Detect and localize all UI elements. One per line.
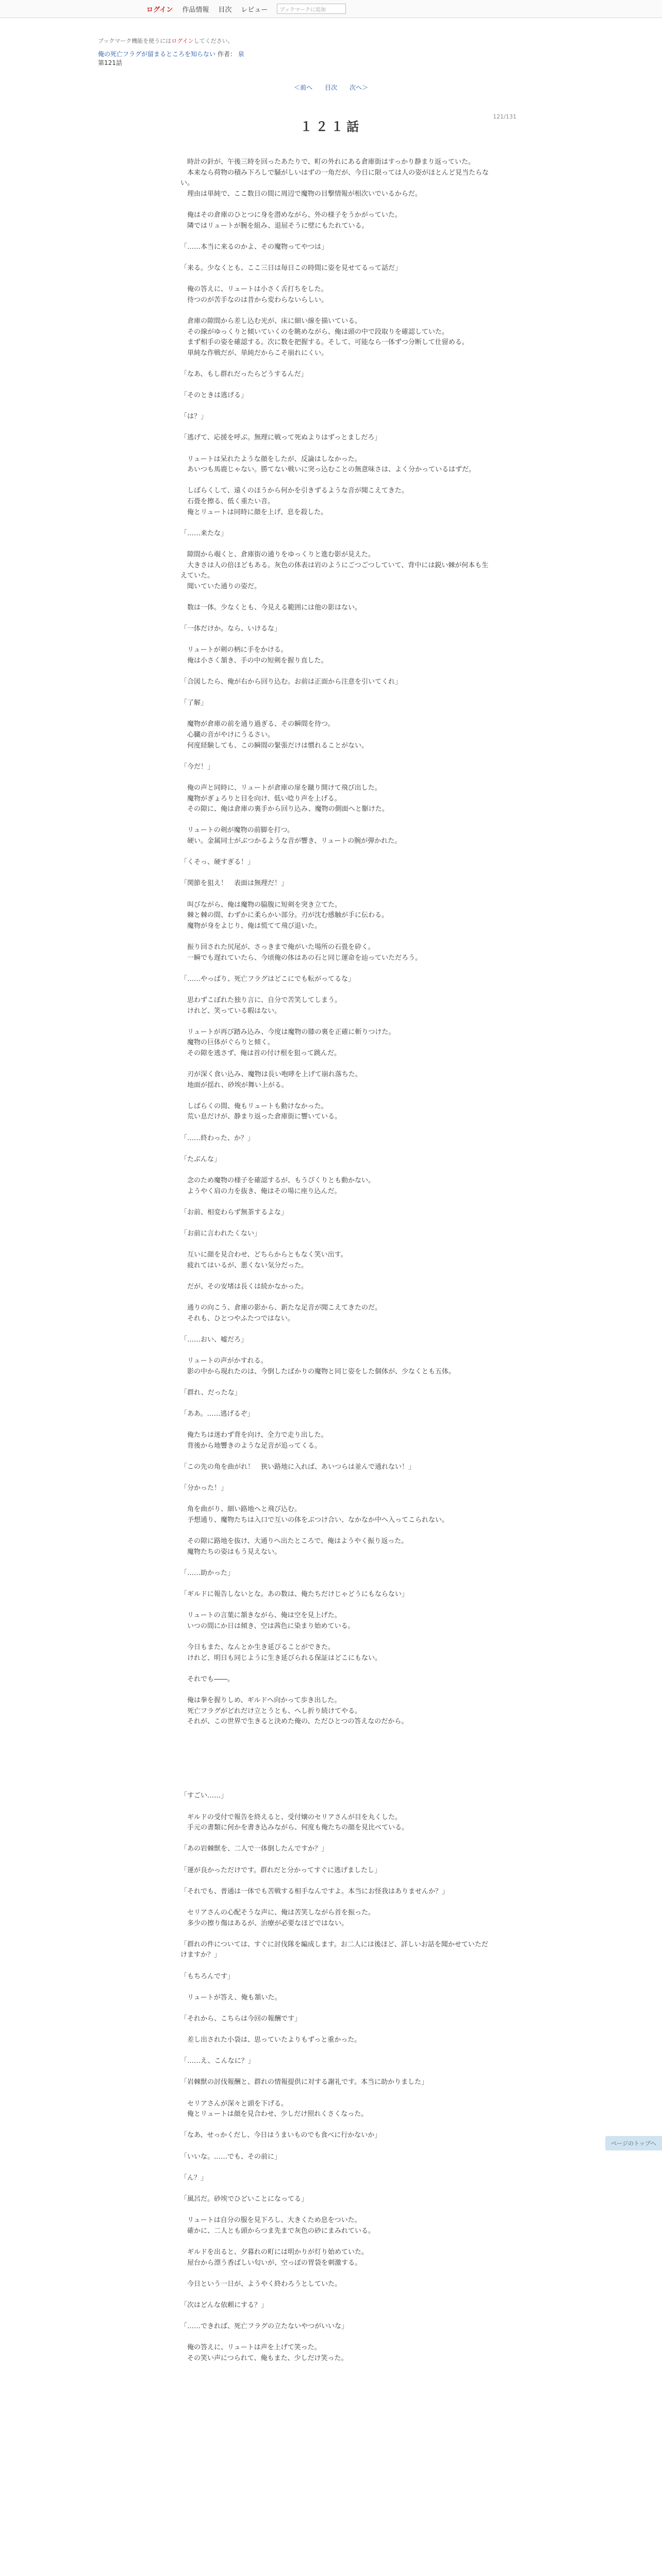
novel-paragraph	[180, 772, 494, 783]
novel-paragraph	[180, 1749, 494, 1759]
novel-paragraph	[180, 1855, 494, 1866]
novel-paragraph	[180, 274, 494, 285]
novel-paragraph: 石畳を擦る、低く重たい音。	[180, 498, 275, 505]
novel-paragraph: 屋台から漂う香ばしい匂いが、空っぽの胃袋を刺激する。	[180, 2259, 362, 2267]
novel-paragraph	[180, 2183, 494, 2194]
novel-paragraph: 荒い息だけが、静まり返った倉庫街に響いている。	[180, 1113, 342, 1121]
novel-paragraph	[180, 1632, 494, 1643]
novel-paragraph	[180, 2162, 494, 2173]
novel-paragraph: 「来る。少なくとも、ここ三日は毎日この時間に姿を見せてるって話だ」	[180, 264, 402, 272]
novel-paragraph: 角を曲がり、細い路地へと飛び込む。	[180, 1505, 302, 1514]
novel-paragraph: 互いに顔を見合わせ、どちらからともなく笑い出す。	[180, 1251, 347, 1259]
next-chapter-link[interactable]: 次へ＞	[349, 84, 368, 91]
notice-suffix: してください。	[193, 38, 234, 44]
novel-paragraph: 「……おい、嘘だろ」	[180, 1335, 248, 1344]
novel-paragraph: 「……来たな」	[180, 529, 228, 537]
novel-paragraph: 「たぶんな」	[180, 1155, 221, 1163]
novel-paragraph	[180, 2046, 494, 2057]
novel-paragraph: その線がゆっくりと傾いていくのを眺めながら、俺は頭の中で段取りを確認していた。	[180, 328, 449, 336]
novel-paragraph	[180, 1144, 494, 1155]
novel-paragraph: 背後から地響きのような足音が追ってくる。	[180, 1442, 322, 1450]
novel-paragraph: 「……本当に来るのかよ、その魔物ってやつは」	[180, 243, 328, 251]
novel-paragraph	[180, 1526, 494, 1537]
bookmark-add-box[interactable]: ブックマークに追加	[277, 4, 346, 14]
nav-item-review[interactable]: レビュー	[241, 6, 268, 14]
novel-paragraph: 疲れてはいるが、悪くない気分だった。	[180, 1261, 308, 1269]
novel-paragraph	[180, 688, 494, 699]
novel-paragraph: 影の中から現れたのは、今倒したばかりの魔物と同じ姿をした個体が、少なくとも五体。	[180, 1367, 456, 1376]
novel-paragraph	[180, 518, 494, 529]
novel-paragraph: 「この先の角を曲がれ！ 狭い路地に入れば、あいつらは並んで通れない！」	[180, 1463, 416, 1471]
novel-paragraph: 「群れの件については、すぐに討伐隊を編成します。お二人には後ほど、詳しいお話を聞かせていただけますか？」	[180, 1940, 488, 1959]
nav-item-info[interactable]: 作品情報	[182, 6, 209, 14]
novel-paragraph: 魔物がぎょろりと目を向け、低い唸り声を上げる。	[180, 794, 341, 803]
novel-paragraph: 棘と棘の間、わずかに柔らかい部分。刃が沈む感触が手に伝わる。	[180, 911, 389, 920]
novel-paragraph	[180, 889, 494, 900]
novel-paragraph: 倉庫の隙間から差し込む光が、床に細い線を描いている。	[180, 317, 362, 325]
novel-paragraph	[180, 539, 494, 550]
novel-paragraph: 俺はその倉庫のひとつに身を潜めながら、外の様子をうかがっていた。	[180, 211, 402, 219]
novel-paragraph: けれど、笑っている暇はない。	[180, 1007, 282, 1015]
novel-paragraph: 隣ではリュートが腕を組み、退屈そうに壁にもたれている。	[180, 222, 369, 230]
novel-paragraph: ギルドを出ると、夕暮れの町には明かりが灯り始めていた。	[180, 2248, 368, 2256]
series-info	[98, 50, 662, 67]
novel-paragraph: リュートの剣が魔物の前脚を打つ。	[180, 826, 294, 835]
chapter-pager	[0, 83, 662, 92]
novel-body	[180, 157, 494, 2364]
novel-paragraph	[180, 2003, 494, 2014]
novel-paragraph	[180, 2088, 494, 2099]
novel-paragraph	[180, 709, 494, 720]
novel-paragraph	[180, 751, 494, 762]
novel-paragraph: リュートは呆れたような顔をしたが、反論はしなかった。	[180, 455, 361, 463]
novel-paragraph	[180, 1218, 494, 1229]
novel-paragraph	[180, 306, 494, 316]
notice-login-link[interactable]: ログイン	[171, 38, 194, 44]
novel-paragraph: リュートの声がかすれる。	[180, 1357, 268, 1365]
novel-paragraph: リュートの言葉に頷きながら、俺は空を見上げた。	[180, 1612, 341, 1620]
novel-paragraph: 大きさは人の倍ほどもある。灰色の体表は岩のようにごつごつしていて、背中には鋭い棘が何本も生えていた。	[180, 561, 489, 580]
novel-paragraph: 俺とリュートは同時に顔を上げ、息を殺した。	[180, 508, 328, 516]
novel-paragraph: 「分かった！」	[180, 1484, 228, 1493]
chapter-counter: 121/131	[493, 113, 517, 120]
novel-paragraph	[180, 1759, 494, 1770]
nav-item-toc[interactable]: 目次	[218, 6, 232, 14]
novel-paragraph	[180, 1123, 494, 1133]
page-top-button[interactable]: ページのトップへ	[605, 2136, 662, 2150]
novel-paragraph: 「それから、こちらは今回の報酬です」	[180, 2014, 302, 2023]
novel-paragraph	[180, 1557, 494, 1568]
novel-paragraph: 何度経験しても、この瞬間の緊張だけは慣れることがない。	[180, 741, 369, 750]
novel-paragraph: 時計の針が、午後三時を回ったあたりで、町の外れにある倉庫街はすっかり静まり返っていた。	[180, 158, 475, 166]
novel-paragraph: 「は？」	[180, 413, 208, 421]
novel-paragraph	[180, 2268, 494, 2279]
novel-paragraph	[180, 1473, 494, 1484]
novel-paragraph: 理由は単純で、ここ数日の間に周辺で魔物の目撃情報が相次いでいるからだ。	[180, 190, 422, 198]
novel-paragraph: 確かに、二人とも頭からつま先まで灰色の砂にまみれている。	[180, 2227, 375, 2235]
prev-chapter-link[interactable]: ＜前へ	[294, 84, 313, 91]
novel-paragraph	[180, 931, 494, 942]
novel-paragraph: 魔物が身をよじり、俺は慌てて飛び退いた。	[180, 922, 322, 930]
novel-paragraph	[180, 1197, 494, 1208]
novel-paragraph	[180, 815, 494, 826]
novel-paragraph	[180, 359, 494, 369]
novel-paragraph: 刃が深く食い込み、魔物は長い咆哮を上げて崩れ落ちた。	[180, 1071, 362, 1079]
novel-paragraph	[180, 2205, 494, 2216]
novel-paragraph: 差し出された小袋は、思っていたよりもずっと重かった。	[180, 2036, 361, 2044]
novel-paragraph: 「お前に言われたくない」	[180, 1229, 261, 1238]
novel-paragraph: 「了解」	[180, 699, 208, 707]
novel-paragraph	[180, 1059, 494, 1070]
novel-paragraph: 「逃げて、応援を呼ぶ。無理に戦って死ぬよりはずっとましだろ」	[180, 434, 382, 442]
novel-paragraph	[180, 1240, 494, 1250]
novel-paragraph	[180, 2141, 494, 2152]
novel-paragraph: 「ん？」	[180, 2174, 208, 2182]
novel-paragraph: 魔物たちの姿はもう見えない。	[180, 1548, 282, 1556]
toc-link[interactable]: 目次	[324, 84, 337, 91]
novel-paragraph: その隙を逃さず、俺は首の付け根を狙って跳んだ。	[180, 1049, 341, 1057]
login-link[interactable]: ログイン	[146, 6, 173, 14]
novel-paragraph	[180, 868, 494, 879]
novel-paragraph	[180, 476, 494, 486]
series-title-link[interactable]: 俺の死亡フラグが留まるところを知らない	[98, 50, 216, 58]
novel-paragraph: 思わずこぼれた独り言に、自分で苦笑してしまう。	[180, 996, 342, 1004]
novel-paragraph: セリアさんが深々と頭を下げる。	[180, 2099, 288, 2108]
novel-paragraph: 叫びながら、俺は魔物の脇腹に短剣を突き立てた。	[180, 901, 342, 909]
novel-paragraph	[180, 1961, 494, 1972]
novel-paragraph: 俺の声と同時に、リュートが倉庫の扉を蹴り開けて飛び出した。	[180, 784, 382, 792]
novel-paragraph	[180, 1685, 494, 1696]
novel-paragraph	[180, 2311, 494, 2322]
novel-paragraph	[180, 1016, 494, 1027]
novel-paragraph: 「今だ！」	[180, 762, 214, 771]
novel-paragraph	[180, 401, 494, 412]
novel-paragraph: 「岩棘獣の討伐報酬と、群れの情報提供に対する謝礼です。本当に助かりました」	[180, 2078, 428, 2087]
novel-paragraph: 俺たちは迷わず背を向け、全力で走り出した。	[180, 1431, 328, 1439]
novel-paragraph	[180, 252, 494, 263]
novel-paragraph	[180, 444, 494, 454]
novel-paragraph	[180, 1664, 494, 1674]
novel-paragraph: 「……終わった、か？」	[180, 1134, 254, 1142]
novel-paragraph	[180, 667, 494, 677]
novel-paragraph	[180, 2025, 494, 2036]
novel-paragraph: しばらくの間、俺もリュートも動けなかった。	[180, 1102, 328, 1110]
novel-paragraph: 俺とリュートは顔を見合わせ、少しだけ照れくさくなった。	[180, 2110, 368, 2119]
novel-paragraph: その隙に路地を抜け、大通りへ出たところで、俺はようやく振り返った。	[180, 1537, 408, 1546]
novel-paragraph: 「あの岩棘獣を、二人で一体倒したんですか？」	[180, 1845, 328, 1853]
novel-paragraph	[180, 1897, 494, 1908]
novel-paragraph: 「ああ。……逃げるぞ」	[180, 1410, 254, 1418]
novel-paragraph	[180, 1377, 494, 1388]
novel-paragraph: 「くそっ、硬すぎる！」	[180, 858, 255, 867]
novel-paragraph: 硬い。金属同士がぶつかるような音が響き、リュートの腕が弾かれた。	[180, 837, 402, 845]
novel-paragraph	[180, 1727, 494, 1738]
novel-paragraph: 「……やっぱり、死亡フラグはどこにでも転がってるな」	[180, 975, 355, 983]
novel-paragraph: 「運が良かっただけです。群れだと分かってすぐに逃げましたし」	[180, 1866, 381, 1874]
novel-paragraph	[180, 2120, 494, 2131]
novel-paragraph: 聞いていた通りの姿だ。	[180, 582, 261, 590]
novel-paragraph: 「……できれば、死亡フラグの立たないやつがいいな」	[180, 2323, 349, 2331]
novel-paragraph: 多少の擦り傷はあるが、治療が必要なほどではない。	[180, 1919, 349, 1927]
novel-paragraph	[180, 1324, 494, 1335]
novel-paragraph: 「合図したら、俺が右から回り込む。お前は正面から注意を引いてくれ」	[180, 678, 402, 686]
novel-paragraph: 待つのが苦手なのは昔から変わらないらしい。	[180, 296, 328, 304]
novel-paragraph	[180, 1929, 494, 1940]
novel-paragraph: 一瞬でも遅れていたら、今頃俺の体はあの石と同じ運命を辿っていただろう。	[180, 954, 422, 962]
novel-paragraph: 地面が揺れ、砂埃が舞い上がる。	[180, 1081, 288, 1089]
chapter-title: １２１話	[300, 120, 362, 134]
novel-paragraph	[180, 1494, 494, 1505]
novel-paragraph	[180, 422, 494, 433]
novel-paragraph: 念のため魔物の様子を確認するが、もうぴくりとも動かない。	[180, 1177, 375, 1184]
novel-paragraph	[180, 847, 494, 858]
novel-paragraph	[180, 1165, 494, 1176]
novel-paragraph: 魔物が倉庫の前を通り過ぎる、その瞬間を待つ。	[180, 720, 335, 728]
novel-paragraph: それでも――。	[180, 1675, 235, 1683]
novel-paragraph: あいつも馬鹿じゃない。勝てない戦いに突っ込むことの無意味さは、よく分かっているはずだ。	[180, 466, 476, 474]
novel-paragraph: 「風呂だ。砂埃でひどいことになってる」	[180, 2195, 308, 2203]
novel-paragraph	[180, 1770, 494, 1781]
novel-paragraph: 「なあ、せっかくだし、今日はうまいものでも食べに行かないか」	[180, 2131, 382, 2140]
novel-paragraph: その笑い声につられて、俺もまた、少しだけ笑った。	[180, 2354, 348, 2362]
novel-paragraph: セリアさんの心配そうな声に、俺は苦笑しながら首を振った。	[180, 1908, 375, 1917]
novel-paragraph: 「お前、相変わらず無茶するよな」	[180, 1208, 288, 1216]
novel-paragraph: 「……助かった」	[180, 1569, 235, 1577]
novel-paragraph: ギルドの受付で報告を終えると、受付嬢のセリアさんが目を丸くした。	[180, 1813, 402, 1821]
novel-paragraph	[180, 1834, 494, 1844]
novel-paragraph	[180, 635, 494, 646]
novel-paragraph	[180, 614, 494, 624]
novel-paragraph: 「群れ、だったな」	[180, 1388, 241, 1397]
author-label: 作者：	[217, 50, 236, 58]
novel-paragraph: 通りの向こう、倉庫の影から、新たな足音が聞こえてきたのだ。	[180, 1304, 382, 1312]
novel-paragraph: 隙間から覗くと、倉庫街の通りをゆっくりと進む影が見えた。	[180, 550, 375, 558]
novel-paragraph	[180, 1293, 494, 1303]
notice-prefix: ブックマーク機能を使うには	[98, 38, 172, 44]
novel-paragraph: だが、その安堵は長くは続かなかった。	[180, 1282, 308, 1291]
novel-paragraph: 今日もまた、なんとか生き延びることができた。	[180, 1643, 335, 1652]
novel-paragraph	[180, 380, 494, 391]
novel-paragraph	[180, 1802, 494, 1812]
novel-paragraph: 「すごい……」	[180, 1792, 228, 1800]
novel-paragraph: 手元の書類に何かを書き込みながら、何度も俺たちの顔を見比べている。	[180, 1824, 409, 1832]
novel-paragraph	[180, 1398, 494, 1409]
novel-paragraph: まず相手の姿を確認する。次に数を把握する。そして、可能なら一体ずつ分断して仕留める。	[180, 338, 469, 347]
novel-paragraph	[180, 1738, 494, 1749]
novel-paragraph	[180, 1579, 494, 1590]
novel-paragraph: 「……え、こんなに？」	[180, 2057, 255, 2065]
novel-paragraph: 「なあ、もし群れだったらどうするんだ」	[180, 370, 308, 378]
novel-paragraph: 俺は小さく頷き、手の中の短剣を握り直した。	[180, 656, 328, 665]
novel-paragraph: 「そのときは逃げる」	[180, 392, 248, 400]
novel-paragraph: それが、この世界で生きると決めた俺の、ただひとつの答えなのだから。	[180, 1718, 408, 1726]
novel-paragraph	[180, 1982, 494, 1993]
episode-number: 第121話	[98, 59, 122, 66]
novel-paragraph: それも、ひとつやふたつではない。	[180, 1314, 294, 1323]
novel-paragraph: 「いいな。……でも、その前に」	[180, 2153, 282, 2161]
novel-paragraph: 今日という一日が、ようやく終わろうとしていた。	[180, 2280, 342, 2288]
novel-paragraph: 魔物の巨体がぐらりと傾く。	[180, 1039, 274, 1047]
novel-paragraph	[180, 231, 494, 242]
novel-paragraph: 「次はどんな依頼にする？」	[180, 2301, 268, 2309]
novel-paragraph: リュートが剣の柄に手をかける。	[180, 646, 288, 654]
author-link[interactable]: 泉	[238, 50, 244, 58]
novel-paragraph: 「ギルドに報告しないとな。あの数は、俺たちだけじゃどうにもならない」	[180, 1590, 408, 1599]
novel-paragraph	[180, 2236, 494, 2247]
novel-paragraph: 本来なら荷物の積み下ろしで騒がしいはずの一角だが、今日に限っては人の姿がほとんど見当たらない。	[180, 168, 489, 188]
novel-paragraph: 俺の答えに、リュートは小さく舌打ちをした。	[180, 285, 328, 294]
top-navigation-bar	[0, 0, 662, 18]
novel-paragraph: 俺の答えに、リュートは声を上げて笑った。	[180, 2344, 321, 2352]
bookmark-notice	[98, 37, 662, 45]
novel-paragraph	[180, 985, 494, 995]
novel-paragraph: 「もちろんです」	[180, 1972, 235, 1980]
novel-paragraph	[180, 1420, 494, 1431]
novel-paragraph: けれど、明日も同じように生き延びられる保証はどこにもない。	[180, 1654, 382, 1662]
novel-paragraph: 死亡フラグがどれだけ立とうとも、へし折り続けてやる。	[180, 1707, 362, 1715]
novel-paragraph: しばらくして、遠くのほうから何かを引きずるような音が聞こえてきた。	[180, 487, 408, 495]
novel-paragraph	[180, 1451, 494, 1462]
novel-paragraph: リュートは自分の服を見下ろし、大きくため息をついた。	[180, 2216, 361, 2225]
novel-paragraph	[180, 592, 494, 603]
novel-paragraph	[180, 1876, 494, 1887]
novel-paragraph	[180, 963, 494, 974]
novel-paragraph	[180, 1600, 494, 1611]
novel-paragraph: その隙に、俺は倉庫の裏手から回り込み、魔物の側面へと駆けた。	[180, 805, 389, 814]
novel-paragraph: 数は一体。少なくとも、今見える範囲には他の影はない。	[180, 603, 362, 612]
novel-paragraph: リュートが再び踏み込み、今度は魔物の膝の裏を正確に斬りつけた。	[180, 1028, 395, 1036]
novel-paragraph: 「関節を狙え！ 表面は無理だ！」	[180, 879, 288, 888]
novel-paragraph	[180, 1781, 494, 1791]
novel-paragraph	[180, 2067, 494, 2078]
novel-paragraph	[180, 1271, 494, 1282]
novel-paragraph: いつの間にか日は傾き、空は茜色に染まり始めている。	[180, 1622, 355, 1630]
novel-paragraph: 「一体だけか。なら、いけるな」	[180, 625, 282, 633]
novel-paragraph: 予想通り、魔物たちは入口で互いの体をぶつけ合い、なかなか中へ入ってこられない。	[180, 1516, 449, 1524]
novel-paragraph	[180, 199, 494, 210]
novel-paragraph	[180, 2290, 494, 2300]
novel-paragraph: リュートが答え、俺も頷いた。	[180, 1993, 282, 2002]
novel-paragraph	[180, 1091, 494, 1101]
novel-paragraph: 「それでも、普通は一体でも苦戦する相手なんですよ。本当にお怪我はありませんか？」	[180, 1887, 449, 1895]
novel-paragraph	[180, 2332, 494, 2343]
novel-paragraph	[180, 1346, 494, 1357]
novel-paragraph: 単純な作戦だが、単純だからこそ崩れにくい。	[180, 349, 328, 357]
novel-paragraph: 俺は拳を握りしめ、ギルドへ向かって歩き出した。	[180, 1697, 341, 1705]
novel-paragraph: ようやく肩の力を抜き、俺はその場に座り込んだ。	[180, 1187, 341, 1195]
novel-paragraph: 振り回された尻尾が、さっきまで俺がいた場所の石畳を砕く。	[180, 943, 375, 951]
novel-paragraph: 心臓の音がやけにうるさい。	[180, 731, 275, 739]
